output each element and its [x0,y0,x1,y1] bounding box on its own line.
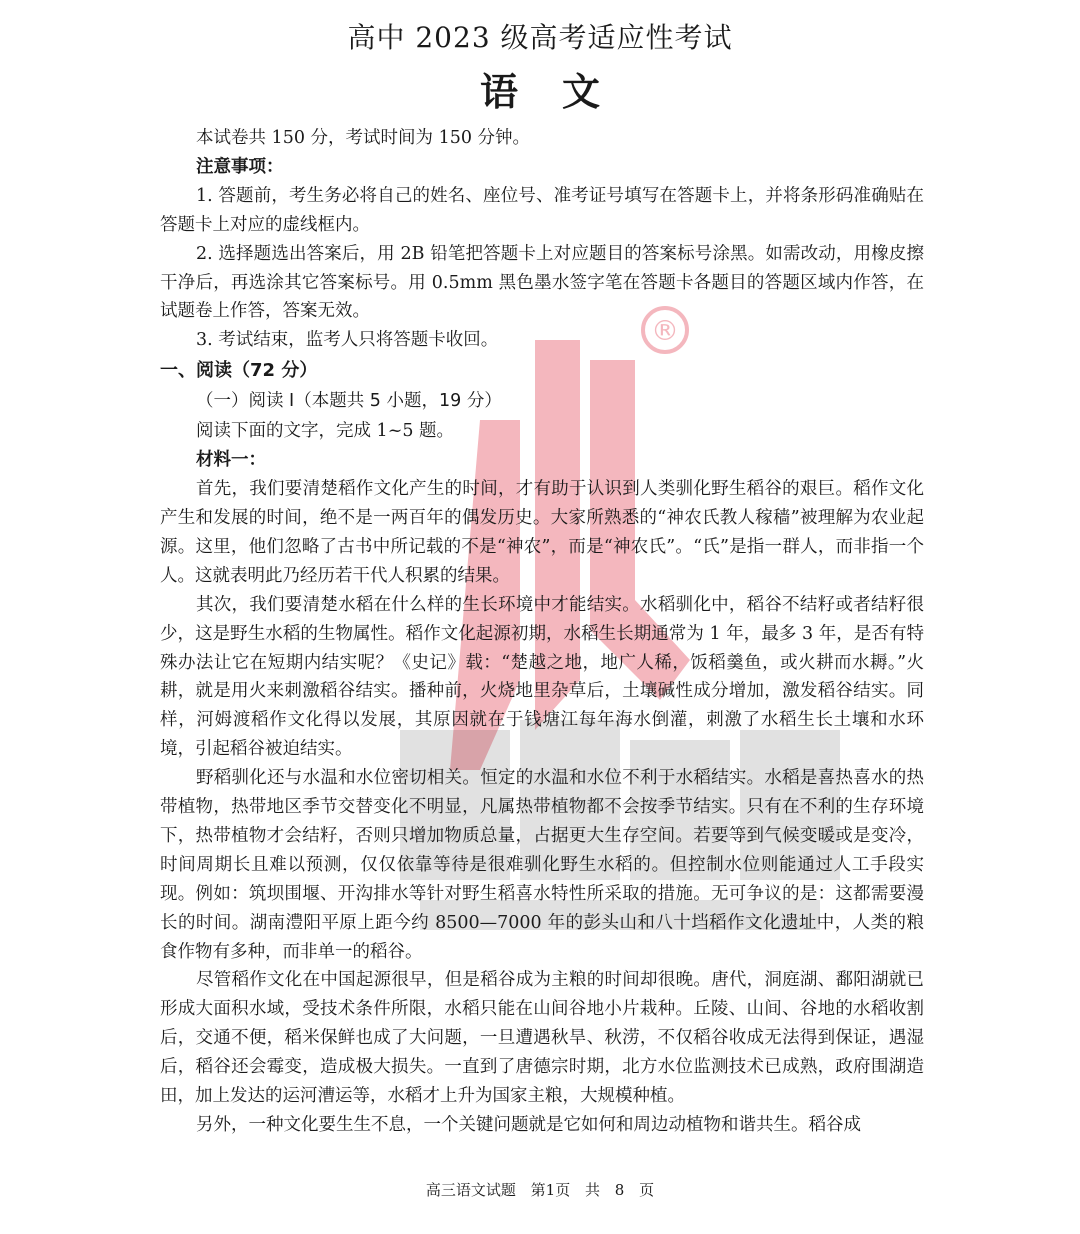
passage-paragraph-1: 首先，我们要清楚稻作文化产生的时间，才有助于认识到人类驯化野生稻谷的艰巨。稻作文化产生和发展的时间，绝不是一两百年的偶发历史。大家所熟悉的“神农氏教人稼穑”被理解为农业起源。这里，他们忽略了古书中所记载的不是“神农”，而是“神农氏”。“氏”是指一群人，而非指一个人。这就表明此乃经历若干代人积累的结果。 [160,479,924,586]
passage-paragraph-2: 其次，我们要清楚水稻在什么样的生长环境中才能结实。水稻驯化中，稻谷不结籽或者结籽很少，这是野生水稻的生物属性。稻作文化起源初期，水稻生长期通常为 1 年，最多 3 年，是否有特殊办法让它在短期内结实呢？《史记》载：“楚越之地，地广人稀，饭稻羹鱼，或火耕而水耨。”火耕，就是用火来刺激稻谷结实。播种前，火烧地里杂草后，土壤碱性成分增加，激发稻谷结实。同样，河姆渡稻作文化得以发展，其原因就在于钱塘江每年海水倒灌，刺激了水稻生长土壤和水环境，引起稻谷被迫结实。 [160,594,924,760]
registered-mark: ® [651,314,679,347]
subject-title: 语文 [479,69,644,114]
score-time-note: 本试卷共 150 分，考试时间为 150 分钟。 [196,128,531,148]
notice-heading: 注意事项： [196,156,284,177]
page-footer: 高三语文试题 第1页 共 8 页 [425,1181,655,1199]
passage-paragraph-5: 另外，一种文化要生生不息，一个关键问题就是它如何和周边动植物和谐共生。稻谷成 [196,1115,861,1135]
exam-title: 高中 2023 级高考适应性考试 [347,21,733,54]
material-label: 材料一： [196,450,266,471]
part-heading: （一）阅读 I（本题共 5 小题，19 分） [196,391,502,412]
passage-paragraph-4: 尽管稻作文化在中国起源很早，但是稻谷成为主粮的时间却很晚。唐代，洞庭湖、鄱阳湖就已形成大面积水域，受技术条件所限，水稻只能在山间谷地小片栽种。丘陵、山间、谷地的水稻收割后，交通不便，稻米保鲜也成了大问题，一旦遭遇秋旱、秋涝，不仅稻谷收成无法得到保证，遇湿后，稻谷还会霉变，造成极大损失。一直到了唐德宗时期，北方水位监测技术已成熟，政府围湖造田，加上发达的运河漕运等，水稻才上升为国家主粮，大规模种植。 [160,970,924,1107]
passage-paragraph-3: 野稻驯化还与水温和水位密切相关。恒定的水温和水位不利于水稻结实。水稻是喜热喜水的热带植物，热带地区季节交替变化不明显，凡属热带植物都不会按季节结实。只有在不利的生存环境下，热带植物才会结籽，否则只增加物质总量，占据更大生存空间。若要等到气候变暖或是变冷，时间周期长且难以预测，仅仅依靠等待是很难驯化野生水稻的。但控制水位则能通过人工手段实现。例如：筑坝围堰、开沟排水等针对野生稻喜水特性所采取的措施。无可争议的是：这都需要漫长的时间。湖南澧阳平原上距今约 8500—7000 年的彭头山和八十垱稻作文化遗址中，人类的粮食作物有多种，而非单一的稻谷。 [160,768,924,962]
section-heading: 一、阅读（72 分） [160,360,318,382]
notice-item-1: 1. 答题前，考生务必将自己的姓名、座位号、准考证号填写在答题卡上，并将条形码准确贴在答题卡上对应的虚线框内。 [160,185,924,235]
notice-item-3: 3. 考试结束，监考人只将答题卡收回。 [196,330,499,351]
exam-content [160,124,924,1140]
instruction: 阅读下面的文字，完成 1~5 题。 [196,421,455,442]
notice-item-2: 2. 选择题选出答案后，用 2B 铅笔把答题卡上对应题目的答案标号涂黑。如需改动，用橡皮擦干净后，再选涂其它答案标号。用 0.5mm 黑色墨水签字笔在答题卡各题目的答题区域内作答，在试题卷上作答，答案无效。 [160,243,924,322]
